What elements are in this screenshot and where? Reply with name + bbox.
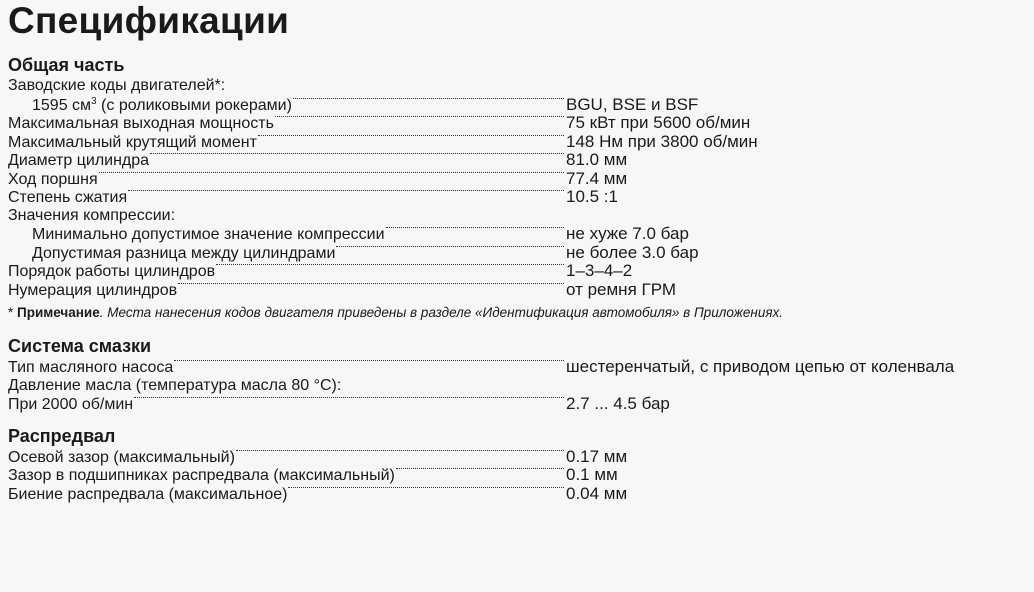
section-general	[8, 54, 1026, 322]
spec-row	[8, 448, 1026, 467]
spec-row	[8, 485, 1026, 504]
dot-leader	[336, 245, 564, 247]
spec-value: не хуже 7.0 бар	[566, 224, 689, 243]
spec-value: 10.5 :1	[566, 187, 618, 206]
section-gap	[8, 414, 1026, 425]
displacement-suffix: (с роликовыми рокерами)	[96, 96, 292, 114]
spec-row	[8, 262, 1026, 281]
compression-label: Значения компрессии:	[8, 206, 176, 224]
spec-value: 0.04 мм	[566, 483, 628, 503]
spec-value: шестеренчатый, с приводом цепью от коленвала	[566, 357, 955, 376]
spec-row	[8, 188, 1026, 207]
spec-row	[8, 225, 1026, 244]
dot-leader	[178, 282, 564, 284]
spec-value: 2.7 ... 4.5 бар	[566, 394, 670, 413]
footnote	[8, 304, 1026, 322]
oil-pressure-label: Давление масла (температура масла 80 °С):	[8, 376, 342, 394]
spec-label: Максимальный крутящий момент	[8, 133, 257, 151]
dot-leader	[134, 396, 564, 398]
dot-leader	[236, 449, 564, 451]
section-lubrication-heading: Система смазки	[8, 336, 152, 356]
spec-row	[8, 114, 1026, 133]
spec-row	[8, 281, 1026, 300]
spec-label: Осевой зазор (максимальный)	[8, 448, 235, 466]
section-camshaft	[8, 425, 1026, 504]
section-lubrication	[8, 335, 1026, 414]
spec-label: Диаметр цилиндра	[8, 152, 150, 169]
spec-value: 0.1 мм	[566, 465, 618, 484]
dot-leader	[128, 189, 564, 191]
spec-label: Нумерация цилиндров	[8, 281, 178, 299]
page-title: Спецификации	[8, 0, 290, 41]
displacement-value: 1595 см	[32, 96, 92, 114]
dot-leader	[275, 115, 564, 117]
spec-row	[8, 133, 1026, 152]
spec-value: 75 кВт при 5600 об/мин	[566, 113, 751, 132]
spec-row	[8, 170, 1026, 189]
dot-leader	[386, 226, 565, 228]
spec-row	[8, 466, 1026, 485]
spec-label: Порядок работы цилиндров	[8, 263, 216, 280]
spec-value: 81.0 мм	[566, 150, 628, 169]
dot-leader	[99, 171, 564, 173]
spec-label: Зазор в подшипниках распредвала (максимальный)	[8, 467, 395, 484]
spec-value: 148 Нм при 3800 об/мин	[566, 131, 758, 151]
dot-leader	[216, 263, 564, 265]
dot-leader	[396, 467, 564, 469]
spec-label: Максимальная выходная мощность	[8, 115, 274, 132]
spec-row	[8, 358, 1026, 377]
spec-label: Допустимая разница между цилиндрами	[32, 244, 336, 262]
engine-codes-label: Заводские коды двигателей*:	[8, 77, 226, 94]
spec-row	[8, 244, 1026, 263]
dot-leader	[293, 97, 564, 99]
footnote-text: . Места нанесения кодов двигателя приведены в разделе «Идентификация автомобиля» в Приложениях.	[99, 305, 784, 320]
dot-leader	[174, 359, 564, 361]
footnote-star: *	[8, 305, 18, 320]
dot-leader	[258, 134, 564, 136]
spec-row	[8, 395, 1026, 414]
section-camshaft-heading: Распредвал	[8, 425, 116, 446]
spec-row	[8, 151, 1026, 170]
spec-label	[8, 97, 292, 116]
spec-label: Биение распредвала (максимальное)	[8, 485, 288, 503]
dot-leader	[288, 486, 564, 488]
spec-value: не более 3.0 бар	[566, 242, 699, 262]
spec-value: 1–3–4–2	[566, 261, 633, 280]
spec-value: 77.4 мм	[566, 168, 628, 188]
spec-label: Минимально допустимое значение компрессии	[32, 226, 385, 243]
dot-leader	[150, 152, 564, 154]
displacement-sup: 3	[91, 95, 97, 107]
spec-value: 0.17 мм	[566, 446, 628, 466]
spec-label: Ход поршня	[8, 170, 98, 188]
spec-value: от ремня ГРМ	[566, 279, 677, 299]
spec-label: Тип масляного насоса	[8, 359, 174, 376]
footnote-label: Примечание	[17, 305, 100, 320]
section-general-heading: Общая часть	[8, 55, 125, 75]
spec-label: Степень сжатия	[8, 189, 128, 206]
spec-value: BGU, BSE и BSF	[566, 94, 699, 114]
spec-label: При 2000 об/мин	[8, 396, 134, 413]
spec-row-engine-codes	[8, 96, 1026, 115]
